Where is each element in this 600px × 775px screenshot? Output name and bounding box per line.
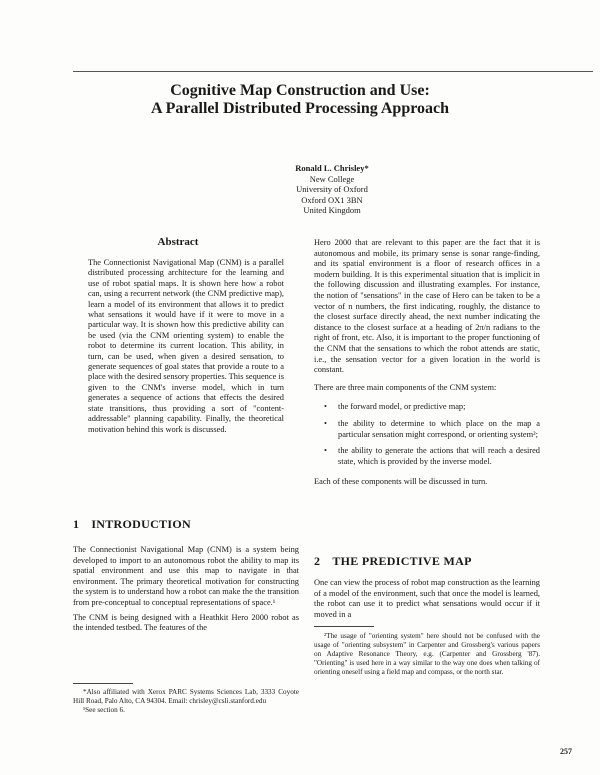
list-item xyxy=(322,419,540,440)
abstract-text: The Connectionist Navigational Map (CNM) is a parallel distributed processing architecture for the learning and use of robot spatial maps. It is shown here how a robot can, using a recurrent network (the CNM predictive map), learn a model of its environment that allows it to predict what sensations it would have if it were to move in a particular way. It is shown how this predictive ability can be used (via the CNM orienting system) to enable the robot to determine its current location. This ability, in turn, can be used, when given a desired sensation, to generate sequences of goal states that provide a route to a place with the desired sensory properties. This sequence is given to the CNM's inverse model, which in turn generates a sequence of actions that effects the desired state transitions, thus providing a sort of "content-addressable" planning capability. Finally, the theoretical motivation behind this work is discussed. xyxy=(88,258,284,434)
paper-title xyxy=(0,82,600,118)
section-title: THE PREDICTIVE MAP xyxy=(332,554,472,568)
author-name: Ronald L. Chrisley* xyxy=(295,163,369,173)
components-outro: Each of these components will be discussed in turn. xyxy=(314,477,488,487)
footnote-2-text: ²The usage of "orienting system" here should not be confused with the usage of "orienting subsystem" in Carpenter and Grossberg's various papers on Adaptive Resonance Theory, e.g. (Carpenter and Grossberg '87). "Orienting" is used here in a way similar to the way one does when talking of orienting oneself using a field map and compass, or the north star. xyxy=(314,632,540,676)
abstract-heading: Abstract xyxy=(157,236,199,248)
list-item xyxy=(322,402,540,413)
section-2-heading xyxy=(314,554,472,569)
bullet-icon: • xyxy=(324,402,327,412)
top-rule xyxy=(73,71,593,72)
affiliation-line: University of Oxford xyxy=(296,184,368,194)
component-text: the ability to determine to which place on the map a particular sensation might correspond, or orienting system²; xyxy=(338,418,540,439)
components-intro: There are three main components of the CNM system: xyxy=(314,382,497,392)
intro-paragraph-2: The CNM is being designed with a Heathkit Hero 2000 robot as the intended testbed. The features of the xyxy=(73,612,299,633)
intro-paragraph-1: The Connectionist Navigational Map (CNM) is a system being developed to import to an autonomous robot the ability to map its spatial environment and use this map to navigate in that environment. The primary theoretical motivation for constructing the system is to understand how a robot can make the the transition from pre-conceptual to conceptual representations of space.¹ xyxy=(73,545,299,607)
intro-body xyxy=(73,545,299,634)
affiliation-line: Oxford OX1 3BN xyxy=(301,194,363,205)
component-text: the ability to generate the actions that will reach a desired state, which is provided by the inverse model. xyxy=(338,446,540,466)
page-number: 257 xyxy=(560,747,572,756)
component-text: the forward model, or predictive map; xyxy=(338,402,466,412)
list-item xyxy=(322,446,540,467)
footnote-rule xyxy=(73,683,133,684)
footnotes-left xyxy=(73,688,299,715)
components-list xyxy=(314,402,540,467)
affiliation-line: United Kingdom xyxy=(303,205,361,215)
author-block xyxy=(262,163,402,216)
right-column xyxy=(314,238,540,488)
footnote-2 xyxy=(314,632,540,677)
bullet-icon: • xyxy=(324,418,327,428)
affiliation-line: New College xyxy=(309,173,355,184)
bullet-icon: • xyxy=(324,446,327,456)
section-number: 2 xyxy=(314,554,321,568)
title-line-2: A Parallel Distributed Processing Approach xyxy=(150,100,450,117)
section-1-heading xyxy=(73,517,191,532)
title-line-1: Cognitive Map Construction and Use: xyxy=(170,82,430,99)
footnote-rule xyxy=(314,626,374,627)
right-paragraph-1: Hero 2000 that are relevant to this paper are the fact that it is autonomous and mobile, its primary sense is sonar range-finding, and its spatial environment is a floor of research offices in a modern building. It is this experimental situation that is implicit in the following discussion and illustrating examples. For instance, the notion of "sensations" in the case of Hero can be taken to be a vector of n numbers, the first indicating, roughly, the distance to the closest surface directly ahead, the next number indicating the distance to the closest surface at a heading of 2π/n radians to the right of front, etc. Also, it is important to the proper functioning of the CNM that the sensations to which the robot attends are static, i.e., the sensation vector for a given location in the world is constant. xyxy=(314,238,540,375)
footnote-affiliation: *Also affiliated with Xerox PARC Systems Sciences Lab, 3333 Coyote Hill Road, Palo Alto, CA 94304. Email: chrisley@csli.stanford.edu xyxy=(73,688,299,705)
section-2-body xyxy=(314,578,540,620)
abstract-body xyxy=(88,258,284,435)
section-2-paragraph-1: One can view the process of robot map construction as the learning of a model of the environment, such that once the model is learned, the robot can use it to predict what sensations would occur if it moved in a xyxy=(314,578,540,619)
section-title: INTRODUCTION xyxy=(91,517,191,531)
section-number: 1 xyxy=(73,517,80,531)
footnote-1: ¹See section 6. xyxy=(83,706,125,714)
